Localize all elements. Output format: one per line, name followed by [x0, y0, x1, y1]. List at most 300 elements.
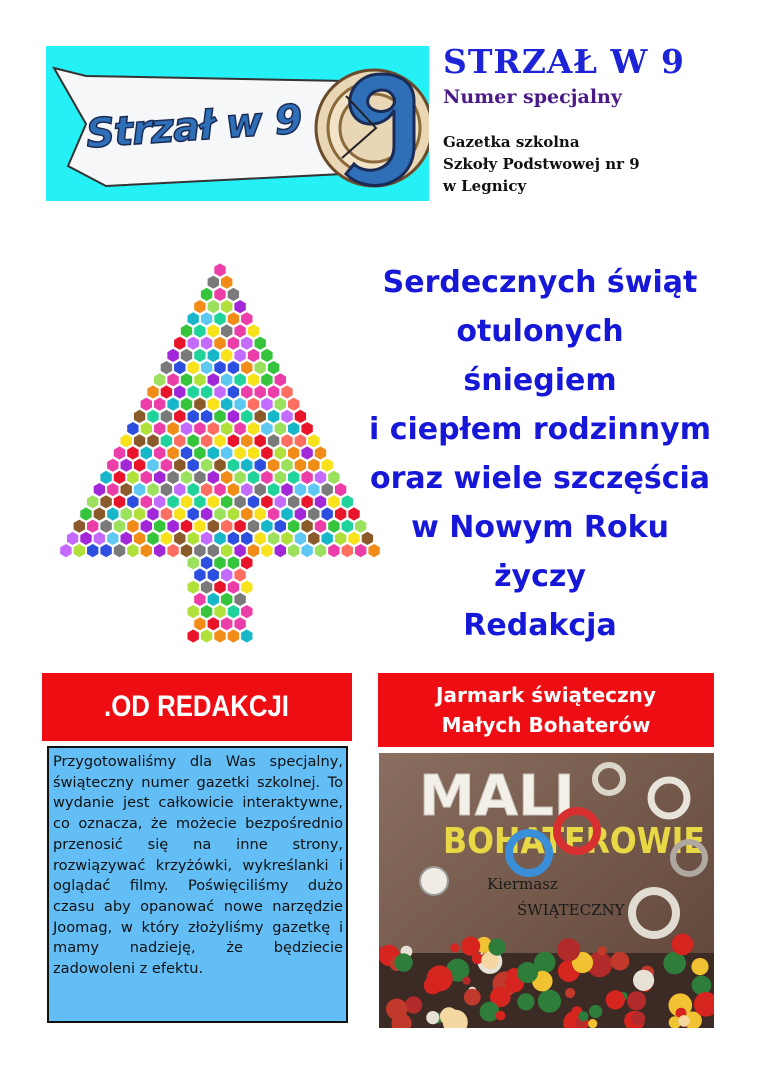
tree-hexagon: [275, 495, 286, 508]
tree-hexagon: [335, 532, 346, 545]
masthead-logo: [46, 46, 429, 201]
christmas-fair-photo[interactable]: [379, 753, 714, 1028]
tree-hexagon: [208, 324, 219, 337]
tree-hexagon: [127, 446, 138, 459]
tree-hexagon: [275, 471, 286, 484]
photo-ornament: [489, 939, 506, 956]
tree-hexagon: [147, 434, 158, 447]
tree-hexagon: [221, 520, 232, 533]
tree-hexagon: [268, 483, 279, 496]
photo-ornament: [440, 1007, 458, 1025]
tree-hexagon: [181, 446, 192, 459]
tree-hexagon: [161, 532, 172, 545]
tree-hexagon: [255, 337, 266, 350]
tree-hexagon: [107, 459, 118, 472]
tree-hexagon: [174, 410, 185, 423]
tree-hexagon: [114, 446, 125, 459]
tree-hexagon: [234, 422, 245, 435]
tree-hexagon: [288, 544, 299, 557]
tree-hexagon: [94, 532, 105, 545]
tree-hexagon: [248, 520, 259, 533]
tree-hexagon: [67, 532, 78, 545]
tree-hexagon: [275, 373, 286, 386]
tree-hexagon: [248, 471, 259, 484]
tree-hexagon: [221, 373, 232, 386]
tree-hexagon: [248, 373, 259, 386]
tree-hexagon: [241, 312, 252, 325]
tree-hexagon: [234, 373, 245, 386]
tree-hexagon: [201, 483, 212, 496]
tree-hexagon: [234, 617, 245, 630]
tree-hexagon: [100, 495, 111, 508]
tree-hexagon: [161, 385, 172, 398]
photo-ornament: [517, 993, 534, 1010]
tree-hexagon: [141, 544, 152, 557]
tree-hexagon: [141, 471, 152, 484]
tree-hexagon: [188, 483, 199, 496]
tree-hexagon: [134, 532, 145, 545]
tree-hexagon: [80, 507, 91, 520]
tree-hexagon: [315, 544, 326, 557]
tree-hexagon: [261, 446, 272, 459]
greeting-line: życzy: [494, 559, 586, 594]
tree-hexagon: [174, 337, 185, 350]
tree-hexagon: [214, 556, 225, 569]
tree-hexagon: [188, 556, 199, 569]
tree-hexagon: [248, 398, 259, 411]
tree-hexagon: [194, 568, 205, 581]
tree-hexagon: [348, 507, 359, 520]
tree-hexagon: [221, 422, 232, 435]
tree-hexagon: [74, 520, 85, 533]
tree-hexagon: [188, 629, 199, 642]
tree-hexagon: [181, 495, 192, 508]
tree-hexagon: [234, 593, 245, 606]
tree-hexagon: [228, 605, 239, 618]
tree-hexagon: [87, 544, 98, 557]
tree-hexagon: [342, 495, 353, 508]
tree-hexagon: [241, 483, 252, 496]
tree-hexagon: [188, 507, 199, 520]
photo-ornament: [631, 1011, 645, 1025]
tree-hexagon: [255, 410, 266, 423]
tree-hexagon: [127, 422, 138, 435]
tree-hexagon: [127, 520, 138, 533]
tree-hexagon: [167, 495, 178, 508]
tree-hexagon: [201, 507, 212, 520]
tree-hexagon: [214, 629, 225, 642]
tree-hexagon: [154, 398, 165, 411]
fair-article-header[interactable]: [378, 673, 714, 747]
tree-hexagon: [281, 434, 292, 447]
tree-hexagon: [261, 398, 272, 411]
tree-hexagon: [261, 495, 272, 508]
tree-hexagon: [295, 532, 306, 545]
tree-hexagon: [221, 300, 232, 313]
photo-ornament: [633, 970, 654, 991]
tree-hexagon: [288, 495, 299, 508]
tree-hexagon: [328, 471, 339, 484]
tree-hexagon: [221, 276, 232, 289]
photo-ornament: [691, 958, 708, 975]
issue-subtitle: Numer specjalny: [443, 86, 622, 108]
tree-hexagon: [268, 459, 279, 472]
christmas-tree-illustration: [50, 262, 390, 656]
tree-hexagon: [221, 617, 232, 630]
tree-hexagon: [154, 520, 165, 533]
tree-hexagon: [208, 398, 219, 411]
tree-hexagon: [261, 544, 272, 557]
tree-hexagon: [281, 410, 292, 423]
tree-hexagon: [255, 434, 266, 447]
tree-hexagon: [87, 495, 98, 508]
tree-hexagon: [295, 434, 306, 447]
tree-hexagon: [268, 361, 279, 374]
greeting-line: oraz wiele szczęścia: [369, 461, 711, 496]
tree-hexagon: [194, 520, 205, 533]
tree-hexagon: [241, 337, 252, 350]
tree-hexagon: [241, 532, 252, 545]
tree-hexagon: [288, 422, 299, 435]
tree-hexagon: [134, 507, 145, 520]
tree-hexagon: [194, 593, 205, 606]
greeting-line: i ciepłem rodzinnym: [369, 412, 711, 447]
tree-hexagon: [167, 544, 178, 557]
tree-hexagon: [174, 361, 185, 374]
tree-hexagon: [348, 532, 359, 545]
tree-hexagon: [308, 459, 319, 472]
tree-hexagon: [201, 288, 212, 301]
tree-hexagon: [221, 471, 232, 484]
tree-hexagon: [335, 483, 346, 496]
tree-hexagon: [241, 361, 252, 374]
tree-hexagon: [315, 471, 326, 484]
tree-hexagon: [214, 532, 225, 545]
tree-hexagon: [281, 532, 292, 545]
tree-hexagon: [281, 483, 292, 496]
tree-hexagon: [228, 532, 239, 545]
tree-hexagon: [214, 507, 225, 520]
tree-hexagon: [208, 349, 219, 362]
tree-hexagon: [255, 459, 266, 472]
tree-hexagon: [214, 459, 225, 472]
tree-hexagon: [154, 495, 165, 508]
tree-hexagon: [328, 520, 339, 533]
tree-hexagon: [141, 398, 152, 411]
tree-hexagon: [322, 532, 333, 545]
tree-hexagon: [221, 324, 232, 337]
tree-hexagon: [161, 410, 172, 423]
tree-hexagon: [201, 459, 212, 472]
tree-hexagon: [100, 520, 111, 533]
photo-ornament: [588, 1019, 597, 1028]
tree-hexagon: [188, 605, 199, 618]
photo-ornament: [565, 988, 575, 998]
tree-hexagon: [134, 410, 145, 423]
tree-hexagon: [214, 288, 225, 301]
tree-hexagon: [214, 385, 225, 398]
tree-hexagon: [181, 373, 192, 386]
tree-hexagon: [241, 629, 252, 642]
photo-ornament: [692, 976, 712, 996]
tree-hexagon: [221, 398, 232, 411]
tree-hexagon: [214, 483, 225, 496]
tree-hexagon: [308, 483, 319, 496]
tree-hexagon: [94, 507, 105, 520]
tree-hexagon: [255, 483, 266, 496]
tree-hexagon: [228, 410, 239, 423]
tree-hexagon: [121, 507, 132, 520]
tree-hexagon: [201, 605, 212, 618]
tree-hexagon: [255, 385, 266, 398]
tree-hexagon: [80, 532, 91, 545]
tree-hexagon: [234, 544, 245, 557]
tree-hexagon: [121, 483, 132, 496]
holiday-greeting: [360, 258, 720, 650]
tree-hexagon: [234, 568, 245, 581]
tree-hexagon: [141, 520, 152, 533]
tree-hexagon: [214, 312, 225, 325]
tree-hexagon: [234, 520, 245, 533]
photo-ornament: [578, 1011, 588, 1021]
tree-hexagon: [100, 471, 111, 484]
tree-hexagon: [201, 629, 212, 642]
tree-hexagon: [208, 495, 219, 508]
tree-hexagon: [107, 483, 118, 496]
tree-hexagon: [234, 495, 245, 508]
greeting-line: Redakcja: [463, 608, 617, 643]
tree-hexagon: [100, 544, 111, 557]
tree-hexagon: [241, 556, 252, 569]
tree-hexagon: [181, 544, 192, 557]
tree-hexagon: [241, 434, 252, 447]
photo-ornament: [427, 965, 453, 991]
tree-hexagon: [174, 507, 185, 520]
tree-hexagon: [248, 349, 259, 362]
tree-hexagon: [221, 349, 232, 362]
tree-hexagon: [275, 446, 286, 459]
tree-hexagon: [188, 581, 199, 594]
tree-hexagon: [281, 385, 292, 398]
tree-hexagon: [201, 581, 212, 594]
tree-hexagon: [322, 507, 333, 520]
tree-hexagon: [241, 385, 252, 398]
tree-hexagon: [181, 324, 192, 337]
photo-ornament: [462, 977, 470, 985]
tree-hexagon: [74, 544, 85, 557]
tree-hexagon: [301, 495, 312, 508]
tree-hexagon: [188, 361, 199, 374]
tree-hexagon: [221, 593, 232, 606]
tree-hexagon: [208, 471, 219, 484]
tree-hexagon: [228, 385, 239, 398]
photo-sign-bottom: BOHATEROWIE: [443, 821, 705, 862]
tree-hexagon: [141, 446, 152, 459]
tree-hexagon: [174, 385, 185, 398]
tree-hexagon: [228, 507, 239, 520]
tree-hexagon: [174, 532, 185, 545]
photo-ornament: [517, 962, 538, 983]
tree-hexagon: [248, 544, 259, 557]
photo-ornament: [672, 934, 694, 956]
photo-ornament: [394, 953, 412, 971]
tree-hexagon: [288, 398, 299, 411]
tree-hexagon: [194, 349, 205, 362]
photo-ornament: [496, 1011, 506, 1021]
tree-hexagon: [228, 483, 239, 496]
school-line: w Legnicy: [443, 177, 527, 195]
tree-hexagon: [241, 507, 252, 520]
greeting-line: Serdecznych świąt: [382, 265, 698, 300]
tree-hexagon: [147, 410, 158, 423]
tree-hexagon: [87, 520, 98, 533]
tree-hexagon: [241, 410, 252, 423]
tree-hexagon: [288, 446, 299, 459]
tree-hexagon: [315, 446, 326, 459]
photo-ornament: [678, 1015, 690, 1027]
tree-hexagon: [208, 520, 219, 533]
tree-hexagon: [221, 495, 232, 508]
greeting-line: otulonych: [456, 314, 624, 349]
tree-hexagon: [261, 373, 272, 386]
tree-hexagon: [322, 483, 333, 496]
tree-hexagon: [301, 422, 312, 435]
tree-hexagon: [94, 483, 105, 496]
school-line: Szkoły Podstwowej nr 9: [443, 155, 640, 173]
tree-hexagon: [208, 593, 219, 606]
tree-hexagon: [147, 459, 158, 472]
tree-hexagon: [228, 629, 239, 642]
tree-hexagon: [174, 459, 185, 472]
tree-hexagon: [154, 544, 165, 557]
tree-hexagon: [214, 605, 225, 618]
tree-hexagon: [201, 556, 212, 569]
tree-hexagon: [201, 434, 212, 447]
photo-sign-top: MALI: [419, 764, 575, 829]
tree-hexagon: [228, 312, 239, 325]
greeting-line: śniegiem: [463, 363, 617, 398]
tree-hexagon: [275, 422, 286, 435]
tree-hexagon: [181, 398, 192, 411]
tree-hexagon: [308, 532, 319, 545]
photo-ornament: [450, 943, 459, 952]
tree-hexagon: [161, 361, 172, 374]
tree-hexagon: [147, 385, 158, 398]
tree-hexagon: [208, 276, 219, 289]
tree-hexagon: [161, 459, 172, 472]
tree-hexagon: [147, 483, 158, 496]
tree-hexagon: [241, 605, 252, 618]
photo-ornament: [464, 989, 481, 1006]
tree-hexagon: [201, 361, 212, 374]
tree-hexagon: [114, 471, 125, 484]
tree-hexagon: [161, 483, 172, 496]
tree-hexagon: [315, 520, 326, 533]
tree-hexagon: [194, 300, 205, 313]
tree-hexagon: [161, 507, 172, 520]
editorial-header[interactable]: [42, 673, 352, 741]
tree-hexagon: [328, 495, 339, 508]
fair-header-line: Małych Bohaterów: [441, 713, 651, 737]
tree-hexagon: [127, 471, 138, 484]
tree-hexagon: [328, 544, 339, 557]
tree-hexagon: [281, 507, 292, 520]
photo-ornament: [461, 937, 480, 956]
tree-hexagon: [188, 532, 199, 545]
photo-ornament: [606, 990, 625, 1009]
photo-ornament: [611, 952, 630, 971]
tree-hexagon: [154, 422, 165, 435]
tree-hexagon: [201, 532, 212, 545]
tree-hexagon: [167, 446, 178, 459]
tree-hexagon: [342, 520, 353, 533]
fair-photo-image: [379, 753, 714, 1028]
tree-hexagon: [174, 434, 185, 447]
tree-hexagon: [188, 434, 199, 447]
tree-hexagon: [301, 471, 312, 484]
tree-hexagon: [201, 337, 212, 350]
tree-hexagon: [188, 385, 199, 398]
tree-hexagon: [127, 544, 138, 557]
tree-hexagon: [214, 581, 225, 594]
tree-hexagon: [228, 288, 239, 301]
photo-ornament: [405, 996, 422, 1013]
tree-hexagon: [194, 471, 205, 484]
tree-hexagon: [234, 471, 245, 484]
tree-hexagon: [188, 337, 199, 350]
tree-hexagon: [268, 410, 279, 423]
tree-hexagon: [268, 507, 279, 520]
tree-hexagon: [194, 617, 205, 630]
greeting-line: w Nowym Roku: [411, 510, 669, 545]
tree-hexagon: [121, 532, 132, 545]
tree-hexagon: [295, 507, 306, 520]
tree-hexagon: [134, 434, 145, 447]
tree-hexagon: [141, 422, 152, 435]
tree-hexagon: [301, 544, 312, 557]
tree-hexagon: [114, 520, 125, 533]
tree-hexagon: [275, 544, 286, 557]
tree-hexagon: [248, 446, 259, 459]
tree-hexagon: [147, 507, 158, 520]
tree-hexagon: [161, 434, 172, 447]
tree-hexagon: [228, 337, 239, 350]
tree-hexagon: [188, 410, 199, 423]
tree-hexagon: [127, 495, 138, 508]
tree-hexagon: [308, 434, 319, 447]
tree-hexagon: [214, 337, 225, 350]
tree-hexagon: [167, 520, 178, 533]
newspaper-title: STRZAŁ W 9: [443, 42, 685, 81]
tree-hexagon: [234, 349, 245, 362]
tree-hexagon: [234, 300, 245, 313]
tree-hexagon: [228, 581, 239, 594]
tree-hexagon: [261, 471, 272, 484]
tree-hexagon: [281, 459, 292, 472]
tree-hexagon: [167, 471, 178, 484]
tree-hexagon: [114, 544, 125, 557]
editorial-header-label: .OD REDAKCJI: [104, 690, 290, 723]
photo-ornament: [598, 946, 607, 955]
tree-hexagon: [288, 471, 299, 484]
tree-hexagon: [308, 507, 319, 520]
tree-hexagon: [167, 349, 178, 362]
tree-hexagon: [194, 422, 205, 435]
tree-hexagon: [201, 385, 212, 398]
tree-hexagon: [167, 422, 178, 435]
tree-hexagon: [248, 422, 259, 435]
tree-hexagon: [221, 568, 232, 581]
